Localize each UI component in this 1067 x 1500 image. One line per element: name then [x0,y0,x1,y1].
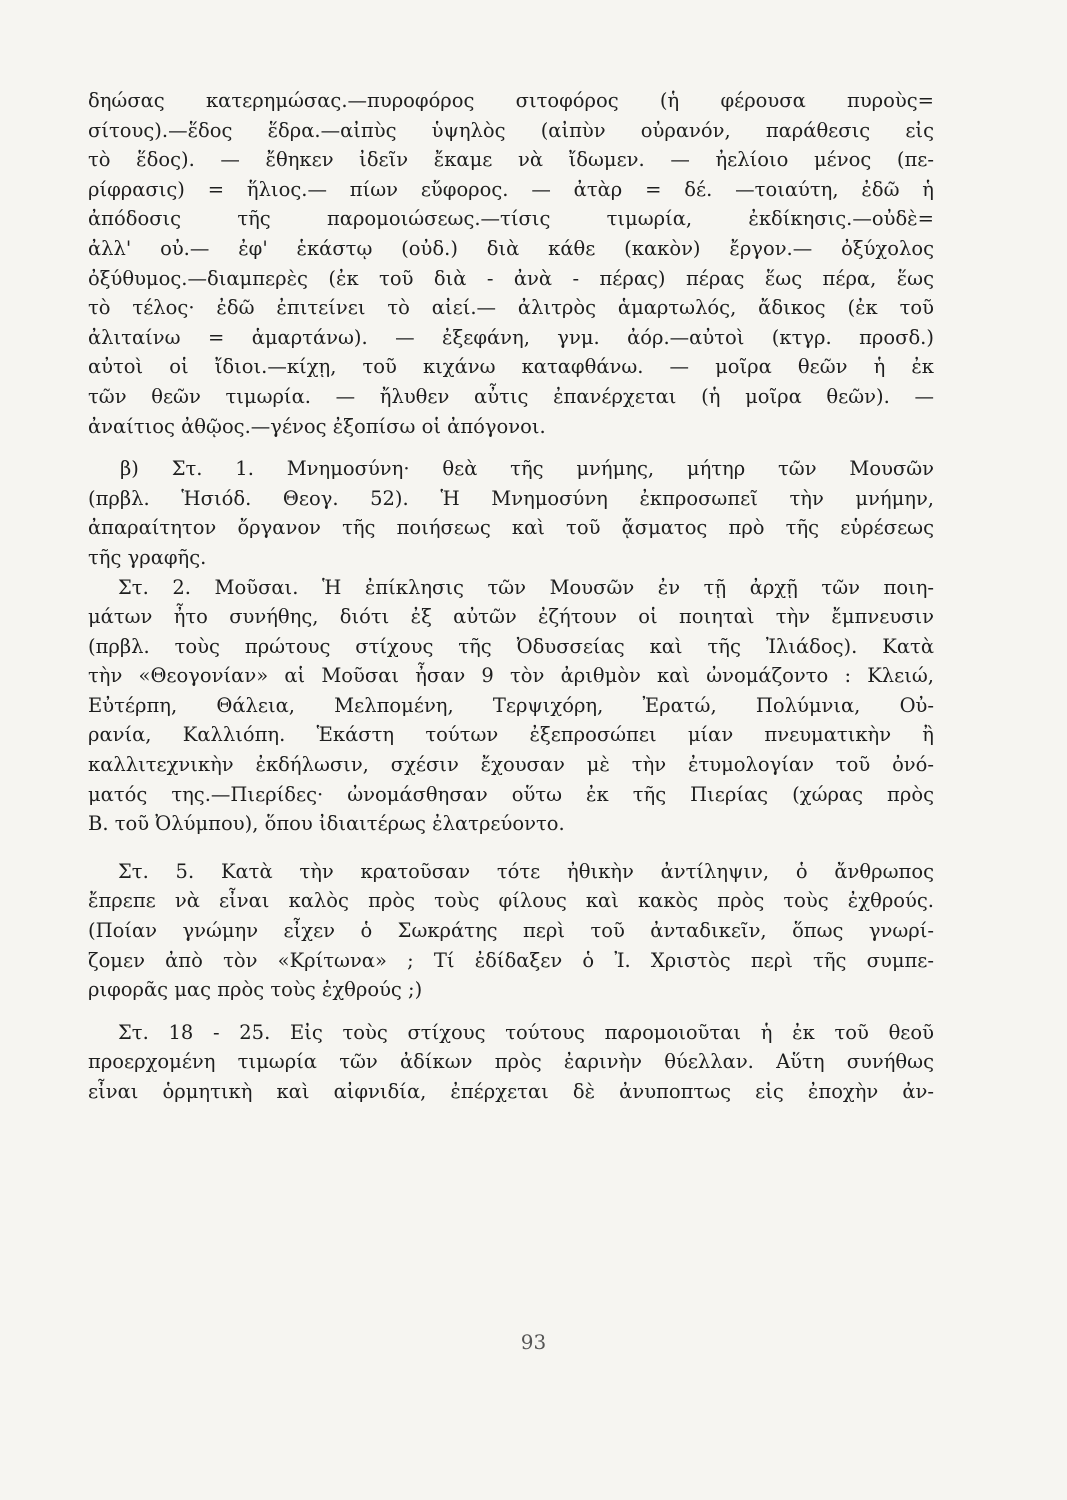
page-text [88,86,934,1107]
text-line: ρανία, Καλλιόπη. Ἑκάστη τούτων ἐξεπροσώπει μίαν πνευματικὴν ἢ [88,723,934,747]
paragraph-start-st5: Στ. 5. Κατὰ τὴν κρατοῦσαν τότε ἠθικὴν ἀντίληψιν, ὁ ἄνθρωπος [118,859,934,883]
text-line: ρίφρασις) = ἥλιος.— πίων εὔφορος. — ἀτὰρ = δέ. —τοιαύτη, ἐδῶ ἡ [88,177,934,201]
text-line: ἀπαραίτητον ὄργανον τῆς ποιήσεως καὶ τοῦ ᾄσματος πρὸ τῆς εὑρέσεως [88,516,934,540]
text-line: τὸ ἕδος). — ἔθηκεν ἰδεῖν ἔκαμε νὰ ἴδωμεν. — ἠελίοιο μένος (πε- [88,148,934,172]
text-line: καλλιτεχνικὴν ἐκδήλωσιν, σχέσιν ἔχουσαν μὲ τὴν ἐτυμολογίαν τοῦ ὀνό- [88,753,934,777]
text-line: δηώσας κατερημώσας.—πυροφόρος σιτοφόρος (ἡ φέρουσα πυροὺς= [88,89,934,112]
text-line: ριφορᾶς μας πρὸς τοὺς ἐχθρούς ;) [88,978,423,1002]
text-line: τῶν θεῶν τιμωρία. — ἤλυθεν αὖτις ἐπανέρχεται (ἡ μοῖρα θεῶν). — [88,384,934,408]
text-line: ἀλιταίνω = ἁμαρτάνω). — ἐξεφάνη, γνμ. ἀόρ.—αὐτοὶ (κτγρ. προσδ.) [88,325,934,349]
text-line: τὸ τέλος· ἐδῶ ἐπιτείνει τὸ αἰεί.— ἀλιτρὸς ἁμαρτωλός, ἄδικος (ἐκ τοῦ [88,296,934,320]
text-line: τῆς γραφῆς. [88,545,207,569]
text-line: Β. τοῦ Ὀλύμπου), ὅπου ἰδιαιτέρως ἐλατρεύοντο. [88,812,565,836]
text-line: μάτων ἦτο συνήθης, διότι ἐξ αὐτῶν ἐζήτουν οἱ ποιηταὶ τὴν ἔμπνευσιν [88,605,934,629]
text-line: σίτους).—ἕδος ἕδρα.—αἰπὺς ὑψηλὸς (αἰπὺν οὐρανόν, παράθεσις εἰς [88,118,934,142]
text-line: αὐτοὶ οἱ ἴδιοι.—κίχῃ, τοῦ κιχάνω καταφθάνω. — μοῖρα θεῶν ἡ ἐκ [88,355,934,379]
text-line: (Ποίαν γνώμην εἶχεν ὁ Σωκράτης περὶ τοῦ ἀνταδικεῖν, ὅπως γνωρί- [88,919,934,943]
text-line: ἔπρεπε νὰ εἶναι καλὸς πρὸς τοὺς φίλους καὶ κακὸς πρὸς τοὺς ἐχθρούς. [88,889,934,913]
page-number: 93 [520,1330,547,1354]
paragraph-start-st2: Στ. 2. Μοῦσαι. Ἡ ἐπίκλησις τῶν Μουσῶν ἐν τῇ ἀρχῇ τῶν ποιη- [118,575,934,599]
text-line: (πρβλ. τοὺς πρώτους στίχους τῆς Ὀδυσσείας καὶ τῆς Ἰλιάδος). Κατὰ [88,634,934,658]
text-line: ὀξύθυμος.—διαμπερὲς (ἐκ τοῦ διὰ - ἀνὰ - πέρας) πέρας ἕως πέρα, ἕως [88,266,934,290]
text-line: τὴν «Θεογονίαν» αἱ Μοῦσαι ἦσαν 9 τὸν ἀριθμὸν καὶ ὠνομάζοντο : Κλειώ, [88,664,934,688]
text-line: ζομεν ἀπὸ τὸν «Κρίτωνα» ; Τί ἐδίδαξεν ὁ Ἰ. Χριστὸς περὶ τῆς συμπε- [88,948,934,972]
text-line: (πρβλ. Ἡσιόδ. Θεογ. 52). Ἡ Μνημοσύνη ἐκπροσωπεῖ τὴν μνήμην, [88,486,934,510]
paragraph-start-b-st1: β) Στ. 1. Μνημοσύνη· θεὰ τῆς μνήμης, μήτηρ τῶν Μουσῶν [120,457,934,481]
text-line: ἀναίτιος ἀθῷος.—γένος ἐξοπίσω οἱ ἀπόγονοι. [88,414,546,438]
text-line: ἀλλ' οὐ.— ἐφ' ἑκάστῳ (οὐδ.) διὰ κάθε (κακὸν) ἔργον.— ὀξύχολος [88,236,934,260]
text-line: προερχομένη τιμωρία τῶν ἀδίκων πρὸς ἐαρινὴν θύελλαν. Αὕτη συνήθως [88,1050,934,1074]
text-line: ἀπόδοσις τῆς παρομοιώσεως.—τίσις τιμωρία, ἐκδίκησις.—οὐδὲ= [88,207,934,231]
text-line: ματός της.—Πιερίδες· ὠνομάσθησαν οὕτω ἐκ τῆς Πιερίας (χώρας πρὸς [88,782,934,806]
text-line: Εὐτέρπη, Θάλεια, Μελπομένη, Τερψιχόρη, Ἐρατώ, Πολύμνια, Οὐ- [88,693,934,717]
paragraph-start-st18: Στ. 18 - 25. Εἰς τοὺς στίχους τούτους παρομοιοῦται ἡ ἐκ τοῦ θεοῦ [118,1020,934,1044]
text-line: εἶναι ὁρμητικὴ καὶ αἰφνιδία, ἐπέρχεται δὲ ἀνυποπτως εἰς ἐποχὴν ἀν- [88,1080,934,1103]
